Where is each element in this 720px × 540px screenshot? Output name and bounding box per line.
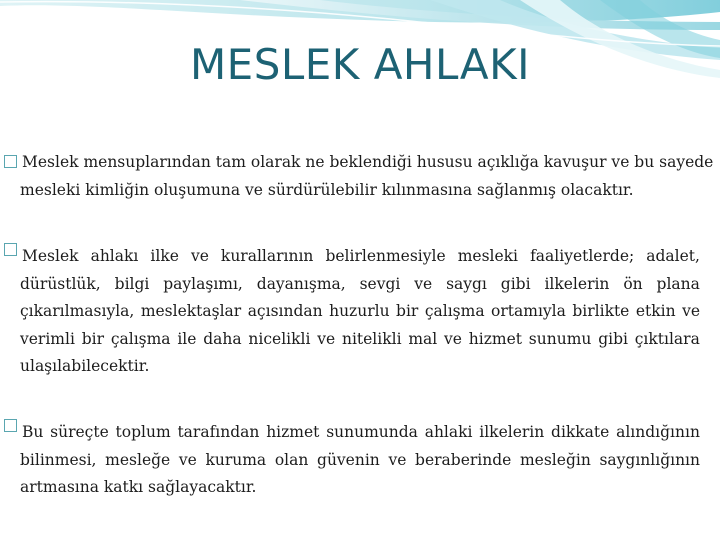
word: çalışma bbox=[424, 302, 485, 320]
word: ve bbox=[414, 274, 433, 293]
word: plana bbox=[656, 274, 700, 293]
word: ilke bbox=[150, 247, 179, 265]
word: Meslek bbox=[22, 247, 79, 265]
word: bilgi bbox=[114, 274, 150, 293]
paragraph-line bbox=[20, 298, 700, 326]
word: ortamıyla bbox=[491, 302, 566, 320]
word: nicelikli bbox=[248, 329, 311, 348]
word: mal bbox=[408, 329, 438, 348]
word: daha bbox=[203, 329, 242, 348]
word: gibi bbox=[598, 329, 628, 348]
word: huzurlu bbox=[329, 302, 390, 320]
word: bilinmesi, bbox=[20, 450, 97, 469]
word: verimli bbox=[20, 329, 75, 348]
bullet-paragraph-1 bbox=[4, 149, 714, 204]
word: dürüstlük, bbox=[20, 274, 101, 293]
paragraph-line: artmasına katkı sağlayacaktır. bbox=[20, 478, 257, 496]
word: mesleğe bbox=[105, 450, 171, 469]
word: beraberinde bbox=[415, 450, 512, 469]
word: mesleğin bbox=[519, 450, 591, 469]
paragraph-line: ulaşılabilecektir. bbox=[20, 357, 150, 375]
word: çalışma bbox=[110, 329, 171, 348]
word: gibi bbox=[500, 274, 531, 293]
word: saygı bbox=[446, 274, 487, 293]
word: sevgi bbox=[359, 274, 401, 293]
word: açısından bbox=[247, 302, 323, 320]
word: Bu bbox=[22, 423, 44, 441]
word: mesleki bbox=[457, 247, 519, 265]
word: güvenin bbox=[317, 450, 380, 469]
word: ve bbox=[388, 450, 407, 469]
word: paylaşımı, bbox=[163, 274, 243, 293]
bullet-paragraph-2 bbox=[4, 243, 700, 381]
word: ve bbox=[317, 329, 336, 348]
word: ahlakı bbox=[90, 247, 139, 265]
word: meslektaşlar bbox=[140, 302, 242, 320]
paragraph-line bbox=[22, 243, 700, 271]
word: saygınlığının bbox=[599, 450, 700, 469]
word: ve bbox=[444, 329, 462, 348]
word: ilkelerin bbox=[544, 274, 610, 293]
word: alındığının bbox=[616, 423, 700, 441]
paragraph-line bbox=[22, 419, 700, 447]
word: dayanışma, bbox=[256, 274, 346, 293]
word: bir bbox=[396, 302, 419, 320]
word: süreçte bbox=[50, 423, 109, 441]
word: etkin bbox=[635, 302, 676, 320]
paragraph-line bbox=[20, 271, 700, 299]
word: olan bbox=[274, 450, 309, 469]
word: çıkarılmasıyla, bbox=[20, 302, 135, 320]
word: bir bbox=[81, 329, 105, 348]
word: dikkate bbox=[551, 423, 610, 441]
paragraph-line bbox=[20, 326, 700, 354]
word: nitelikli bbox=[341, 329, 402, 348]
word: sunumu bbox=[528, 329, 592, 348]
word: birlikte bbox=[572, 302, 630, 320]
word: hizmet bbox=[468, 329, 522, 348]
word: ön bbox=[623, 274, 643, 293]
square-bullet-icon bbox=[4, 155, 17, 168]
word: tarafından bbox=[177, 423, 260, 441]
word: ahlaki bbox=[424, 423, 473, 441]
word: toplum bbox=[115, 423, 171, 441]
square-bullet-icon bbox=[4, 243, 17, 256]
word: kuruma bbox=[205, 450, 267, 469]
page-title: MESLEK AHLAKI bbox=[189, 40, 531, 89]
word: ve bbox=[178, 450, 197, 469]
paragraph-line: mesleki kimliğin oluşumuna ve sürdürülebilir kılınmasına sağlanmış olacaktır. bbox=[20, 180, 634, 199]
word: ilkelerin bbox=[479, 423, 545, 441]
paragraph-line bbox=[20, 447, 700, 475]
word: çıktılara bbox=[634, 329, 700, 348]
bullet-paragraph-3 bbox=[4, 419, 700, 502]
word: kurallarının bbox=[220, 247, 314, 265]
paragraph-line: Meslek mensuplarından tam olarak ne beklendiği hususu açıklığa kavuşur ve bu sayede bbox=[22, 153, 714, 171]
word: belirlenmesiyle bbox=[325, 247, 446, 265]
word: ile bbox=[177, 329, 197, 348]
word: sunumunda bbox=[326, 423, 418, 441]
square-bullet-icon bbox=[4, 419, 17, 432]
word: ve bbox=[682, 302, 700, 320]
word: ve bbox=[190, 247, 209, 265]
word: faaliyetlerde; bbox=[530, 247, 635, 265]
word: adalet, bbox=[646, 247, 700, 265]
word: hizmet bbox=[266, 423, 320, 441]
